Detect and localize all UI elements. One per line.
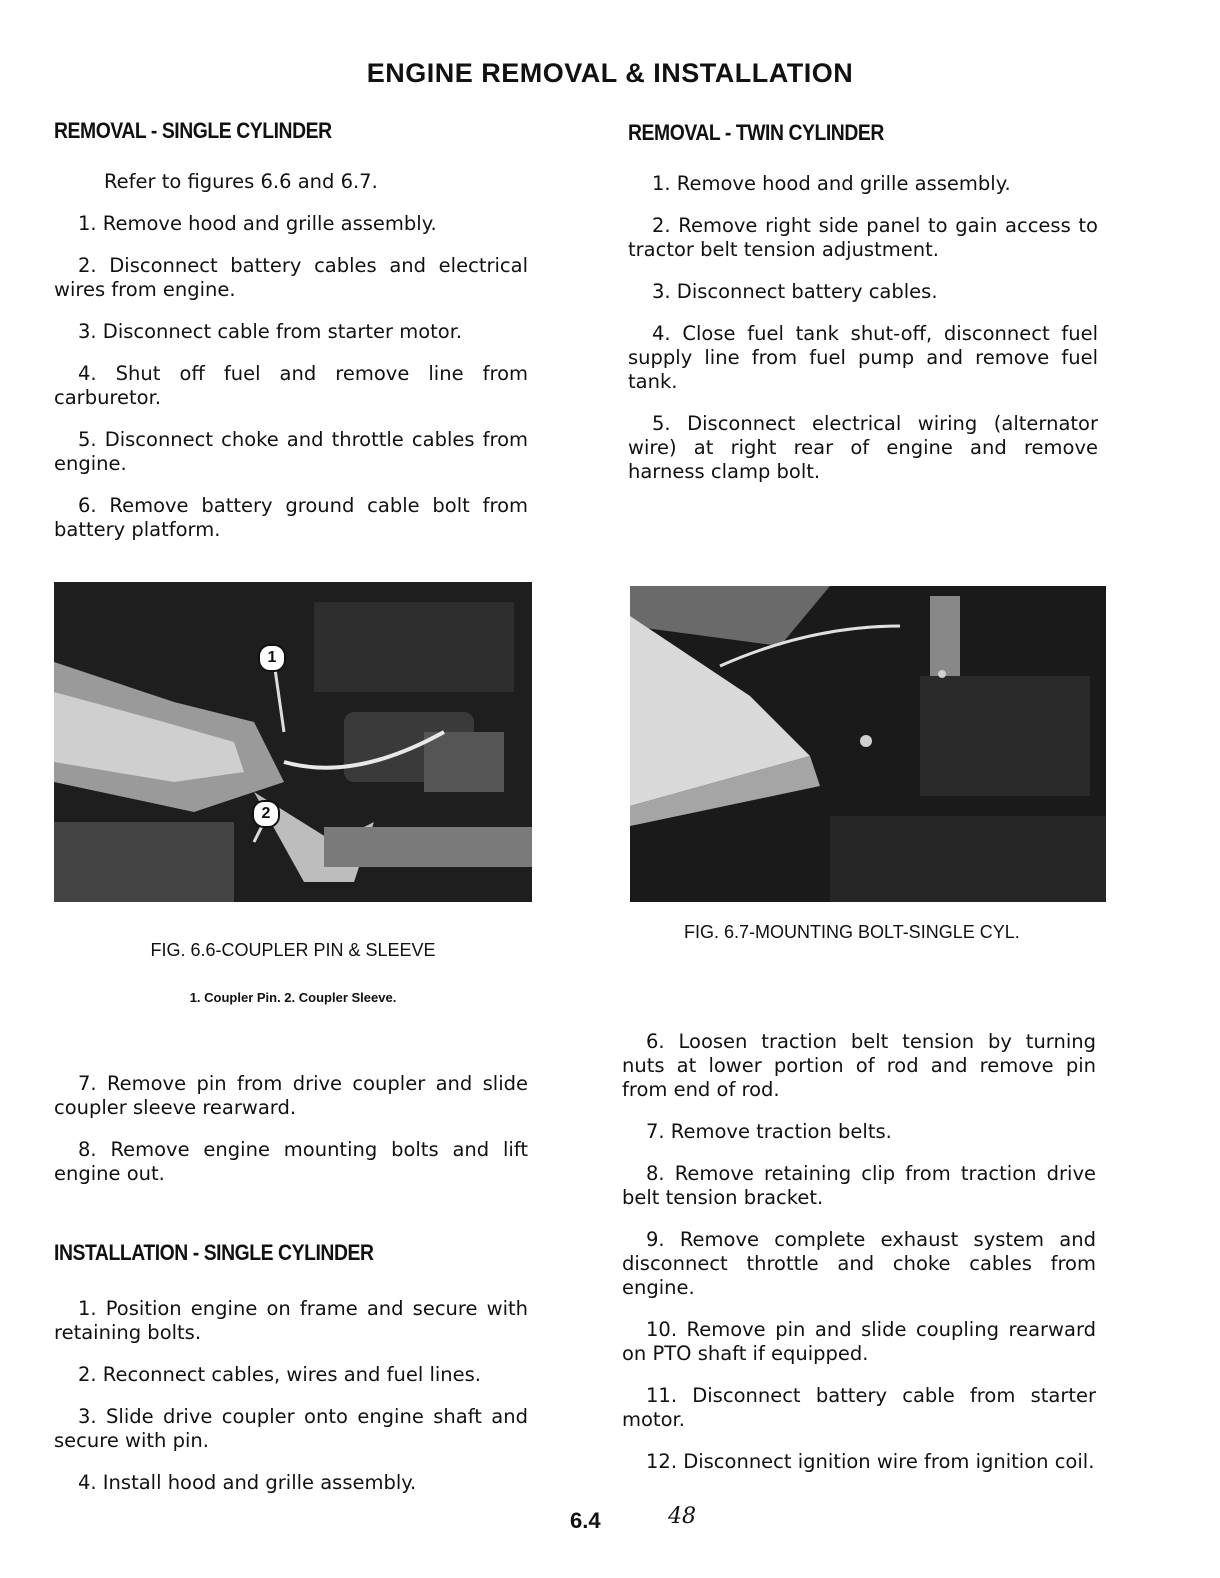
list-item: 1. Remove hood and grille assembly.	[78, 212, 437, 235]
list-item: 12. Disconnect ignition wire from ignition coil.	[646, 1450, 1095, 1473]
intro-text: Refer to figures 6.6 and 6.7.	[104, 170, 378, 193]
list-item: 11. Disconnect battery cable from starter motor.	[622, 1384, 1096, 1431]
list-item: 4. Shut off fuel and remove line from carburetor.	[54, 362, 528, 409]
list-item: 7. Remove traction belts.	[646, 1120, 892, 1143]
removal-twin-heading: REMOVAL - TWIN CYLINDER	[628, 120, 884, 145]
figure-6-6-legend: 1. Coupler Pin. 2. Coupler Sleeve.	[189, 990, 397, 1005]
list-item: 2. Disconnect battery cables and electrical wires from engine.	[54, 254, 528, 301]
mounting-bolt-photo-illustration	[630, 586, 1106, 902]
removal-single-steps-cont	[54, 1072, 528, 1204]
list-item: 4. Close fuel tank shut-off, disconnect fuel supply line from fuel pump and remove fuel tank.	[628, 322, 1098, 393]
figure-6-6-photo	[54, 582, 532, 902]
list-item: 1. Position engine on frame and secure with retaining bolts.	[54, 1297, 528, 1344]
list-item: 4. Install hood and grille assembly.	[78, 1471, 417, 1494]
removal-single-heading: REMOVAL - SINGLE CYLINDER	[54, 118, 332, 143]
list-item: 8. Remove retaining clip from traction drive belt tension bracket.	[622, 1162, 1096, 1209]
handwritten-page-number: 48	[668, 1504, 696, 1529]
list-item: 6. Loosen traction belt tension by turning nuts at lower portion of rod and remove pin from end of rod.	[622, 1030, 1096, 1101]
installation-single-heading: INSTALLATION - SINGLE CYLINDER	[54, 1240, 374, 1265]
list-item: 5. Disconnect choke and throttle cables from engine.	[54, 428, 528, 475]
figure-6-7-caption: FIG. 6.7-MOUNTING BOLT-SINGLE CYL.	[684, 922, 1020, 942]
list-item: 3. Disconnect battery cables.	[652, 280, 938, 303]
list-item: 3. Slide drive coupler onto engine shaft and secure with pin.	[54, 1405, 528, 1452]
callout-1: 1	[258, 644, 286, 672]
list-item: 9. Remove complete exhaust system and disconnect throttle and choke cables from engine.	[622, 1228, 1096, 1299]
list-item: 2. Reconnect cables, wires and fuel lines.	[78, 1363, 482, 1386]
figure-6-7-photo	[630, 586, 1106, 902]
list-item: 8. Remove engine mounting bolts and lift engine out.	[54, 1138, 528, 1185]
installation-single-steps	[54, 1297, 528, 1513]
list-item: 6. Remove battery ground cable bolt from battery platform.	[54, 494, 528, 541]
page-number: 6.4	[570, 1508, 601, 1533]
removal-twin-steps-cont	[622, 1030, 1096, 1492]
list-item: 5. Disconnect electrical wiring (alternator wire) at right rear of engine and remove harness clamp bolt.	[628, 412, 1098, 483]
removal-single-steps	[54, 170, 528, 560]
list-item: 7. Remove pin from drive coupler and slide coupler sleeve rearward.	[54, 1072, 528, 1119]
figure-6-6-caption: FIG. 6.6-COUPLER PIN & SLEEVE	[150, 940, 436, 960]
list-item: 1. Remove hood and grille assembly.	[652, 172, 1011, 195]
removal-twin-steps	[628, 172, 1098, 502]
callout-2: 2	[252, 800, 280, 828]
list-item: 10. Remove pin and slide coupling rearward on PTO shaft if equipped.	[622, 1318, 1096, 1365]
list-item: 2. Remove right side panel to gain access to tractor belt tension adjustment.	[628, 214, 1098, 261]
page-title: ENGINE REMOVAL & INSTALLATION	[366, 58, 854, 88]
list-item: 3. Disconnect cable from starter motor.	[78, 320, 463, 343]
coupler-photo-illustration	[54, 582, 532, 902]
